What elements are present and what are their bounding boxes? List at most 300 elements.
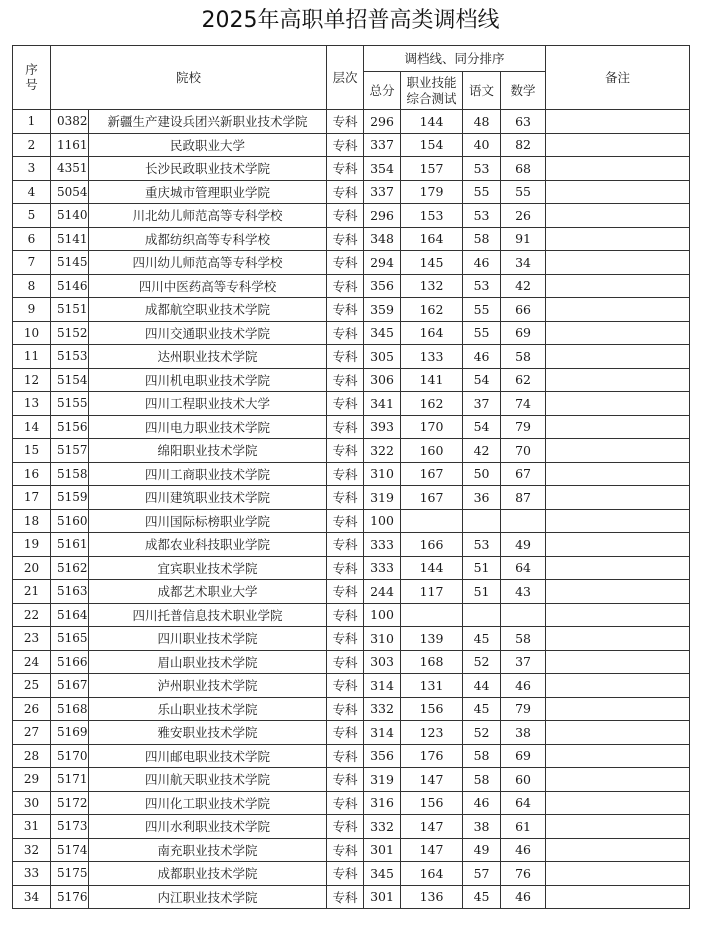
school-code: 5156	[51, 415, 89, 439]
level: 专科	[327, 110, 364, 134]
row-index: 30	[13, 791, 51, 815]
school-name: 民政职业大学	[89, 133, 327, 157]
total-score: 333	[364, 533, 401, 557]
row-index: 20	[13, 556, 51, 580]
school-name: 雅安职业技术学院	[89, 721, 327, 745]
school-code: 5162	[51, 556, 89, 580]
table-row	[13, 157, 690, 181]
level: 专科	[327, 321, 364, 345]
table-row	[13, 885, 690, 909]
level: 专科	[327, 462, 364, 486]
chinese-score	[463, 603, 501, 627]
chinese-score	[463, 509, 501, 533]
math-score: 66	[501, 298, 546, 322]
table-row	[13, 251, 690, 275]
level: 专科	[327, 439, 364, 463]
level: 专科	[327, 697, 364, 721]
remark	[546, 321, 690, 345]
table-row	[13, 462, 690, 486]
table-row	[13, 556, 690, 580]
table-row	[13, 674, 690, 698]
row-index: 28	[13, 744, 51, 768]
chinese-score: 46	[463, 345, 501, 369]
total-score: 296	[364, 204, 401, 228]
math-score	[501, 509, 546, 533]
math-score: 58	[501, 627, 546, 651]
chinese-score: 45	[463, 627, 501, 651]
skill-score: 141	[401, 368, 463, 392]
skill-score: 167	[401, 462, 463, 486]
total-score: 348	[364, 227, 401, 251]
school-code: 4351	[51, 157, 89, 181]
total-score: 337	[364, 180, 401, 204]
chinese-score: 40	[463, 133, 501, 157]
school-name: 眉山职业技术学院	[89, 650, 327, 674]
chinese-score: 53	[463, 274, 501, 298]
level: 专科	[327, 486, 364, 510]
total-score: 319	[364, 768, 401, 792]
row-index: 16	[13, 462, 51, 486]
level: 专科	[327, 227, 364, 251]
chinese-score: 54	[463, 415, 501, 439]
skill-score: 167	[401, 486, 463, 510]
skill-score: 164	[401, 321, 463, 345]
skill-score: 145	[401, 251, 463, 275]
level: 专科	[327, 251, 364, 275]
row-index: 11	[13, 345, 51, 369]
table-row	[13, 180, 690, 204]
skill-score: 153	[401, 204, 463, 228]
table-row	[13, 298, 690, 322]
school-code: 5170	[51, 744, 89, 768]
school-name: 达州职业技术学院	[89, 345, 327, 369]
chinese-score: 49	[463, 838, 501, 862]
row-index: 6	[13, 227, 51, 251]
skill-score: 176	[401, 744, 463, 768]
math-score: 49	[501, 533, 546, 557]
row-index: 13	[13, 392, 51, 416]
school-code: 5154	[51, 368, 89, 392]
math-score: 69	[501, 321, 546, 345]
chinese-score: 51	[463, 580, 501, 604]
school-name: 长沙民政职业技术学院	[89, 157, 327, 181]
total-score: 100	[364, 603, 401, 627]
row-index: 3	[13, 157, 51, 181]
school-name: 四川工程职业技术大学	[89, 392, 327, 416]
row-index: 22	[13, 603, 51, 627]
math-score	[501, 603, 546, 627]
math-score: 26	[501, 204, 546, 228]
school-name: 四川托普信息技术职业学院	[89, 603, 327, 627]
level: 专科	[327, 509, 364, 533]
school-name: 重庆城市管理职业学院	[89, 180, 327, 204]
chinese-score: 50	[463, 462, 501, 486]
skill-score: 131	[401, 674, 463, 698]
total-score: 303	[364, 650, 401, 674]
remark	[546, 885, 690, 909]
page-title: 2025年高职单招普高类调档线	[201, 8, 500, 33]
school-code: 5161	[51, 533, 89, 557]
skill-score: 133	[401, 345, 463, 369]
skill-score: 156	[401, 791, 463, 815]
math-score: 87	[501, 486, 546, 510]
level: 专科	[327, 556, 364, 580]
chinese-score: 45	[463, 697, 501, 721]
remark	[546, 462, 690, 486]
skill-score: 157	[401, 157, 463, 181]
remark	[546, 838, 690, 862]
total-score: 310	[364, 462, 401, 486]
school-code: 5140	[51, 204, 89, 228]
skill-score: 117	[401, 580, 463, 604]
row-index: 26	[13, 697, 51, 721]
table-row	[13, 274, 690, 298]
total-score: 301	[364, 885, 401, 909]
school-code: 5176	[51, 885, 89, 909]
skill-score: 147	[401, 838, 463, 862]
school-code: 5159	[51, 486, 89, 510]
school-code: 5172	[51, 791, 89, 815]
remark	[546, 697, 690, 721]
row-index: 14	[13, 415, 51, 439]
row-index: 9	[13, 298, 51, 322]
chinese-score: 46	[463, 791, 501, 815]
skill-score: 164	[401, 862, 463, 886]
school-code: 0382	[51, 110, 89, 134]
row-index: 8	[13, 274, 51, 298]
school-code: 5167	[51, 674, 89, 698]
remark	[546, 368, 690, 392]
school-name: 四川建筑职业技术学院	[89, 486, 327, 510]
table-row	[13, 744, 690, 768]
skill-score: 139	[401, 627, 463, 651]
math-score: 61	[501, 815, 546, 839]
chinese-score: 55	[463, 321, 501, 345]
level: 专科	[327, 133, 364, 157]
remark	[546, 509, 690, 533]
remark	[546, 392, 690, 416]
row-index: 10	[13, 321, 51, 345]
skill-score: 179	[401, 180, 463, 204]
skill-score: 136	[401, 885, 463, 909]
total-score: 306	[364, 368, 401, 392]
row-index: 21	[13, 580, 51, 604]
row-index: 17	[13, 486, 51, 510]
level: 专科	[327, 580, 364, 604]
skill-score: 160	[401, 439, 463, 463]
level: 专科	[327, 744, 364, 768]
row-index: 1	[13, 110, 51, 134]
school-name: 四川中医药高等专科学校	[89, 274, 327, 298]
total-score: 337	[364, 133, 401, 157]
math-score: 67	[501, 462, 546, 486]
table-row	[13, 486, 690, 510]
school-code: 5054	[51, 180, 89, 204]
math-score: 64	[501, 791, 546, 815]
table-row	[13, 650, 690, 674]
math-score: 60	[501, 768, 546, 792]
school-code: 5165	[51, 627, 89, 651]
table-row	[13, 533, 690, 557]
total-score: 319	[364, 486, 401, 510]
math-score: 46	[501, 885, 546, 909]
remark	[546, 345, 690, 369]
math-score: 64	[501, 556, 546, 580]
table-row	[13, 721, 690, 745]
level: 专科	[327, 791, 364, 815]
total-score: 359	[364, 298, 401, 322]
table-row	[13, 110, 690, 134]
total-score: 332	[364, 815, 401, 839]
school-code: 5151	[51, 298, 89, 322]
row-index: 23	[13, 627, 51, 651]
table-row	[13, 580, 690, 604]
school-name: 成都职业技术学院	[89, 862, 327, 886]
school-name: 四川邮电职业技术学院	[89, 744, 327, 768]
school-name: 南充职业技术学院	[89, 838, 327, 862]
school-name: 泸州职业技术学院	[89, 674, 327, 698]
table-row	[13, 627, 690, 651]
row-index: 15	[13, 439, 51, 463]
row-index: 19	[13, 533, 51, 557]
total-score: 305	[364, 345, 401, 369]
remark	[546, 744, 690, 768]
chinese-score: 38	[463, 815, 501, 839]
header-score-group: 调档线、同分排序	[364, 46, 546, 72]
header-chinese: 语文	[463, 72, 501, 110]
math-score: 82	[501, 133, 546, 157]
total-score: 345	[364, 862, 401, 886]
header-school: 院校	[51, 46, 327, 110]
school-code: 5169	[51, 721, 89, 745]
level: 专科	[327, 157, 364, 181]
row-index: 5	[13, 204, 51, 228]
school-code: 5141	[51, 227, 89, 251]
row-index: 12	[13, 368, 51, 392]
remark	[546, 650, 690, 674]
school-name: 成都农业科技职业学院	[89, 533, 327, 557]
level: 专科	[327, 885, 364, 909]
skill-score: 144	[401, 110, 463, 134]
school-code: 5152	[51, 321, 89, 345]
total-score: 322	[364, 439, 401, 463]
level: 专科	[327, 368, 364, 392]
remark	[546, 298, 690, 322]
school-code: 5146	[51, 274, 89, 298]
remark	[546, 721, 690, 745]
table-row	[13, 791, 690, 815]
school-code: 5175	[51, 862, 89, 886]
skill-score: 162	[401, 392, 463, 416]
skill-score: 164	[401, 227, 463, 251]
math-score: 79	[501, 697, 546, 721]
school-code: 5171	[51, 768, 89, 792]
chinese-score: 52	[463, 650, 501, 674]
total-score: 294	[364, 251, 401, 275]
school-code: 5157	[51, 439, 89, 463]
level: 专科	[327, 627, 364, 651]
table-row	[13, 439, 690, 463]
row-index: 32	[13, 838, 51, 862]
total-score: 345	[364, 321, 401, 345]
school-name: 乐山职业技术学院	[89, 697, 327, 721]
level: 专科	[327, 838, 364, 862]
school-code: 5160	[51, 509, 89, 533]
total-score: 333	[364, 556, 401, 580]
remark	[546, 157, 690, 181]
total-score: 310	[364, 627, 401, 651]
math-score: 38	[501, 721, 546, 745]
skill-score: 144	[401, 556, 463, 580]
table-row	[13, 862, 690, 886]
total-score: 314	[364, 674, 401, 698]
skill-score: 156	[401, 697, 463, 721]
remark	[546, 580, 690, 604]
school-code: 5168	[51, 697, 89, 721]
total-score: 341	[364, 392, 401, 416]
school-name: 绵阳职业技术学院	[89, 439, 327, 463]
skill-score: 154	[401, 133, 463, 157]
header-skill: 职业技能综合测试	[401, 72, 463, 110]
total-score: 244	[364, 580, 401, 604]
chinese-score: 44	[463, 674, 501, 698]
table-row	[13, 603, 690, 627]
table-row	[13, 368, 690, 392]
chinese-score: 55	[463, 180, 501, 204]
remark	[546, 110, 690, 134]
math-score: 42	[501, 274, 546, 298]
level: 专科	[327, 815, 364, 839]
school-name: 宜宾职业技术学院	[89, 556, 327, 580]
row-index: 27	[13, 721, 51, 745]
remark	[546, 439, 690, 463]
table-row	[13, 345, 690, 369]
table-row	[13, 697, 690, 721]
level: 专科	[327, 650, 364, 674]
math-score: 55	[501, 180, 546, 204]
level: 专科	[327, 415, 364, 439]
row-index: 25	[13, 674, 51, 698]
row-index: 29	[13, 768, 51, 792]
school-code: 5163	[51, 580, 89, 604]
math-score: 62	[501, 368, 546, 392]
chinese-score: 58	[463, 227, 501, 251]
table-row	[13, 321, 690, 345]
school-code: 5173	[51, 815, 89, 839]
school-name: 成都航空职业技术学院	[89, 298, 327, 322]
level: 专科	[327, 298, 364, 322]
chinese-score: 53	[463, 157, 501, 181]
chinese-score: 51	[463, 556, 501, 580]
chinese-score: 45	[463, 885, 501, 909]
total-score: 354	[364, 157, 401, 181]
skill-score	[401, 603, 463, 627]
remark	[546, 815, 690, 839]
math-score: 37	[501, 650, 546, 674]
header-remark: 备注	[546, 46, 690, 110]
total-score: 314	[364, 721, 401, 745]
chinese-score: 53	[463, 204, 501, 228]
level: 专科	[327, 274, 364, 298]
chinese-score: 48	[463, 110, 501, 134]
math-score: 79	[501, 415, 546, 439]
level: 专科	[327, 862, 364, 886]
math-score: 68	[501, 157, 546, 181]
level: 专科	[327, 533, 364, 557]
math-score: 91	[501, 227, 546, 251]
school-name: 四川航天职业技术学院	[89, 768, 327, 792]
row-index: 34	[13, 885, 51, 909]
remark	[546, 862, 690, 886]
remark	[546, 227, 690, 251]
remark	[546, 791, 690, 815]
level: 专科	[327, 721, 364, 745]
chinese-score: 53	[463, 533, 501, 557]
math-score: 70	[501, 439, 546, 463]
remark	[546, 627, 690, 651]
math-score: 74	[501, 392, 546, 416]
table-row	[13, 415, 690, 439]
table-row	[13, 815, 690, 839]
chinese-score: 52	[463, 721, 501, 745]
school-name: 四川水利职业技术学院	[89, 815, 327, 839]
skill-score: 147	[401, 815, 463, 839]
school-name: 四川机电职业技术学院	[89, 368, 327, 392]
level: 专科	[327, 392, 364, 416]
school-name: 四川幼儿师范高等专科学校	[89, 251, 327, 275]
skill-score: 170	[401, 415, 463, 439]
table-row	[13, 509, 690, 533]
chinese-score: 55	[463, 298, 501, 322]
school-code: 5174	[51, 838, 89, 862]
school-code: 5145	[51, 251, 89, 275]
math-score: 76	[501, 862, 546, 886]
skill-score	[401, 509, 463, 533]
table-row	[13, 838, 690, 862]
total-score: 100	[364, 509, 401, 533]
school-name: 成都纺织高等专科学校	[89, 227, 327, 251]
remark	[546, 533, 690, 557]
remark	[546, 486, 690, 510]
table-row	[13, 768, 690, 792]
remark	[546, 274, 690, 298]
skill-score: 147	[401, 768, 463, 792]
total-score: 301	[364, 838, 401, 862]
total-score: 356	[364, 744, 401, 768]
table-row	[13, 392, 690, 416]
math-score: 46	[501, 674, 546, 698]
remark	[546, 415, 690, 439]
total-score: 332	[364, 697, 401, 721]
chinese-score: 46	[463, 251, 501, 275]
remark	[546, 674, 690, 698]
row-index: 33	[13, 862, 51, 886]
school-code: 1161	[51, 133, 89, 157]
table-row	[13, 133, 690, 157]
math-score: 69	[501, 744, 546, 768]
header-index: 序号	[13, 46, 51, 110]
skill-score: 132	[401, 274, 463, 298]
school-code: 5153	[51, 345, 89, 369]
chinese-score: 36	[463, 486, 501, 510]
level: 专科	[327, 204, 364, 228]
math-score: 46	[501, 838, 546, 862]
chinese-score: 54	[463, 368, 501, 392]
remark	[546, 133, 690, 157]
header-total: 总分	[364, 72, 401, 110]
math-score: 58	[501, 345, 546, 369]
skill-score: 162	[401, 298, 463, 322]
